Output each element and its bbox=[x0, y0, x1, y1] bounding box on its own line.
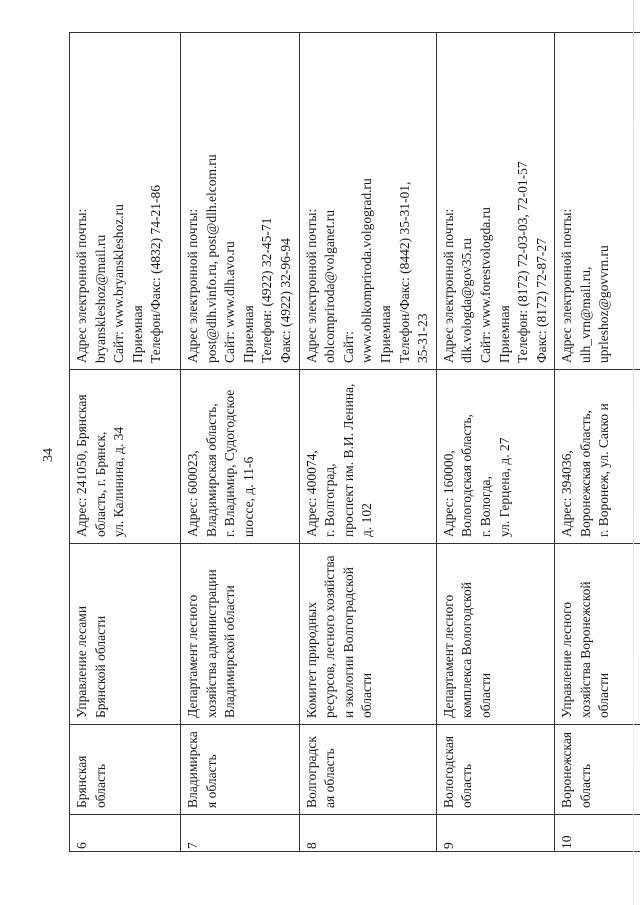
contact-line: Адрес электронной почты: bbox=[440, 208, 456, 363]
contact-line: Телефон: (4922) 32-45-71 bbox=[259, 217, 275, 363]
address-cell bbox=[181, 370, 300, 544]
row-number: 7 bbox=[181, 815, 300, 852]
address-line: область, г. Брянск, bbox=[92, 431, 108, 537]
table-row bbox=[181, 33, 300, 852]
contacts-cell bbox=[436, 33, 555, 370]
table-row bbox=[70, 33, 181, 852]
address-line: г. Владимир, Судогодское bbox=[222, 389, 238, 537]
address-line: Адрес: 394036, bbox=[559, 450, 575, 537]
region-cell: Брянская область bbox=[70, 725, 181, 815]
contact-line: Приемная bbox=[240, 305, 256, 363]
scan-edge bbox=[633, 0, 634, 905]
contact-line: oblcompriroda@volganet.ru bbox=[322, 209, 338, 363]
organization-cell: Комитет природных ресурсов, лесного хозяйства и экологии Волгоградской области bbox=[299, 544, 436, 725]
table-row bbox=[436, 33, 555, 852]
rotated-table-container bbox=[69, 33, 625, 852]
table-body bbox=[70, 33, 640, 852]
contact-line: Сайт: www.dlh.avo.ru bbox=[222, 241, 238, 363]
organization-cell: Департамент лесного комплекса Вологодской области bbox=[436, 544, 555, 725]
contacts-cell bbox=[70, 33, 181, 370]
contact-line: Сайт: www.bryanskleshoz.ru bbox=[111, 204, 127, 363]
organization-cell: Управление лесами Брянской области bbox=[70, 544, 181, 725]
address-line: Адрес: 241050, Брянская bbox=[74, 394, 89, 537]
contact-line: Факс: (4922) 32-96-94 bbox=[277, 238, 293, 363]
region-cell: Воронежская область bbox=[555, 725, 640, 815]
row-number: 10 bbox=[555, 815, 640, 852]
contact-line: post@dlh.vinfo.ru, post@dlh.elcom.ru bbox=[203, 154, 219, 363]
address-line: д. 102 bbox=[359, 503, 375, 537]
address-line: Адрес: 600023, bbox=[185, 450, 200, 537]
contact-line: Приемная bbox=[377, 305, 393, 363]
organization-cell: Управление лесного хозяйства Воронежской области bbox=[555, 544, 640, 725]
address-line: Адрес: 160000, bbox=[440, 450, 456, 537]
contact-line: uprleshoz@govvrn.ru bbox=[596, 245, 612, 363]
contact-line: Адрес электронной почты: bbox=[559, 208, 575, 363]
address-line: Владимирская область, bbox=[203, 403, 219, 537]
address-cell bbox=[436, 370, 555, 544]
contact-line: dlk.vologda@gov35.ru bbox=[459, 238, 475, 363]
contact-line: Телефон/Факс: (8442) 35-31-01, bbox=[396, 181, 412, 363]
address-line: г. Волгоград, bbox=[322, 463, 338, 537]
region-cell: Вологодская область bbox=[436, 725, 555, 815]
address-line: проспект им. В.И. Ленина, bbox=[340, 383, 356, 537]
contacts-cell bbox=[555, 33, 640, 370]
organization-cell: Департамент лесного хозяйства администрации Владимирской области bbox=[181, 544, 300, 725]
address-line: Воронежская область, bbox=[577, 410, 593, 537]
address-line: Вологодская область, bbox=[459, 414, 475, 537]
contact-line: Адрес электронной почты: bbox=[74, 208, 89, 363]
row-number: 9 bbox=[436, 815, 555, 852]
address-line: ул. Герцена, д. 27 bbox=[496, 437, 512, 537]
address-line: г. Воронеж, ул. Сакко и bbox=[596, 403, 612, 537]
contact-line: Телефон: (8172) 72-03-03, 72-01-57 bbox=[515, 161, 531, 363]
contact-line: Факс: (8172) 72-87-27 bbox=[533, 238, 549, 363]
address-line: шоссе, д. 11-6 bbox=[240, 456, 256, 537]
page-number-text: 34 bbox=[41, 448, 56, 462]
forestry-contacts-table bbox=[69, 32, 640, 852]
row-number: 6 bbox=[70, 815, 181, 852]
contact-line: Адрес электронной почты: bbox=[185, 208, 200, 363]
contact-line: www.oblkompriroda.volgograd.ru bbox=[359, 178, 375, 363]
address-line: Адрес: 400074, bbox=[303, 450, 319, 537]
contact-line: Приемная bbox=[496, 305, 512, 363]
contacts-cell bbox=[299, 33, 436, 370]
contact-line: Приемная bbox=[129, 305, 145, 363]
contact-line: Сайт: bbox=[340, 331, 356, 363]
contact-line: Сайт: www.forestvologda.ru bbox=[477, 207, 493, 363]
page-number bbox=[42, 448, 54, 462]
address-line: г. Вологда, bbox=[477, 476, 493, 537]
table-row bbox=[299, 33, 436, 852]
region-cell: Волгоградская область bbox=[299, 725, 436, 815]
address-cell bbox=[299, 370, 436, 544]
address-cell bbox=[555, 370, 640, 544]
region-cell: Владимирская область bbox=[181, 725, 300, 815]
table-row bbox=[555, 33, 640, 852]
contact-line: Адрес электронной почты: bbox=[303, 208, 319, 363]
contact-line: Телефон/Факс: (4832) 74-21-86 bbox=[148, 185, 164, 363]
row-number: 8 bbox=[299, 815, 436, 852]
contact-line: 35-31-23 bbox=[415, 313, 431, 363]
address-line: ул. Калинина, д. 34 bbox=[111, 426, 127, 537]
contacts-cell bbox=[181, 33, 300, 370]
contact-line: bryanskleshoz@mail.ru bbox=[92, 234, 108, 363]
contact-line: ulh_vrn@mail.ru, bbox=[577, 266, 593, 363]
address-cell bbox=[70, 370, 181, 544]
